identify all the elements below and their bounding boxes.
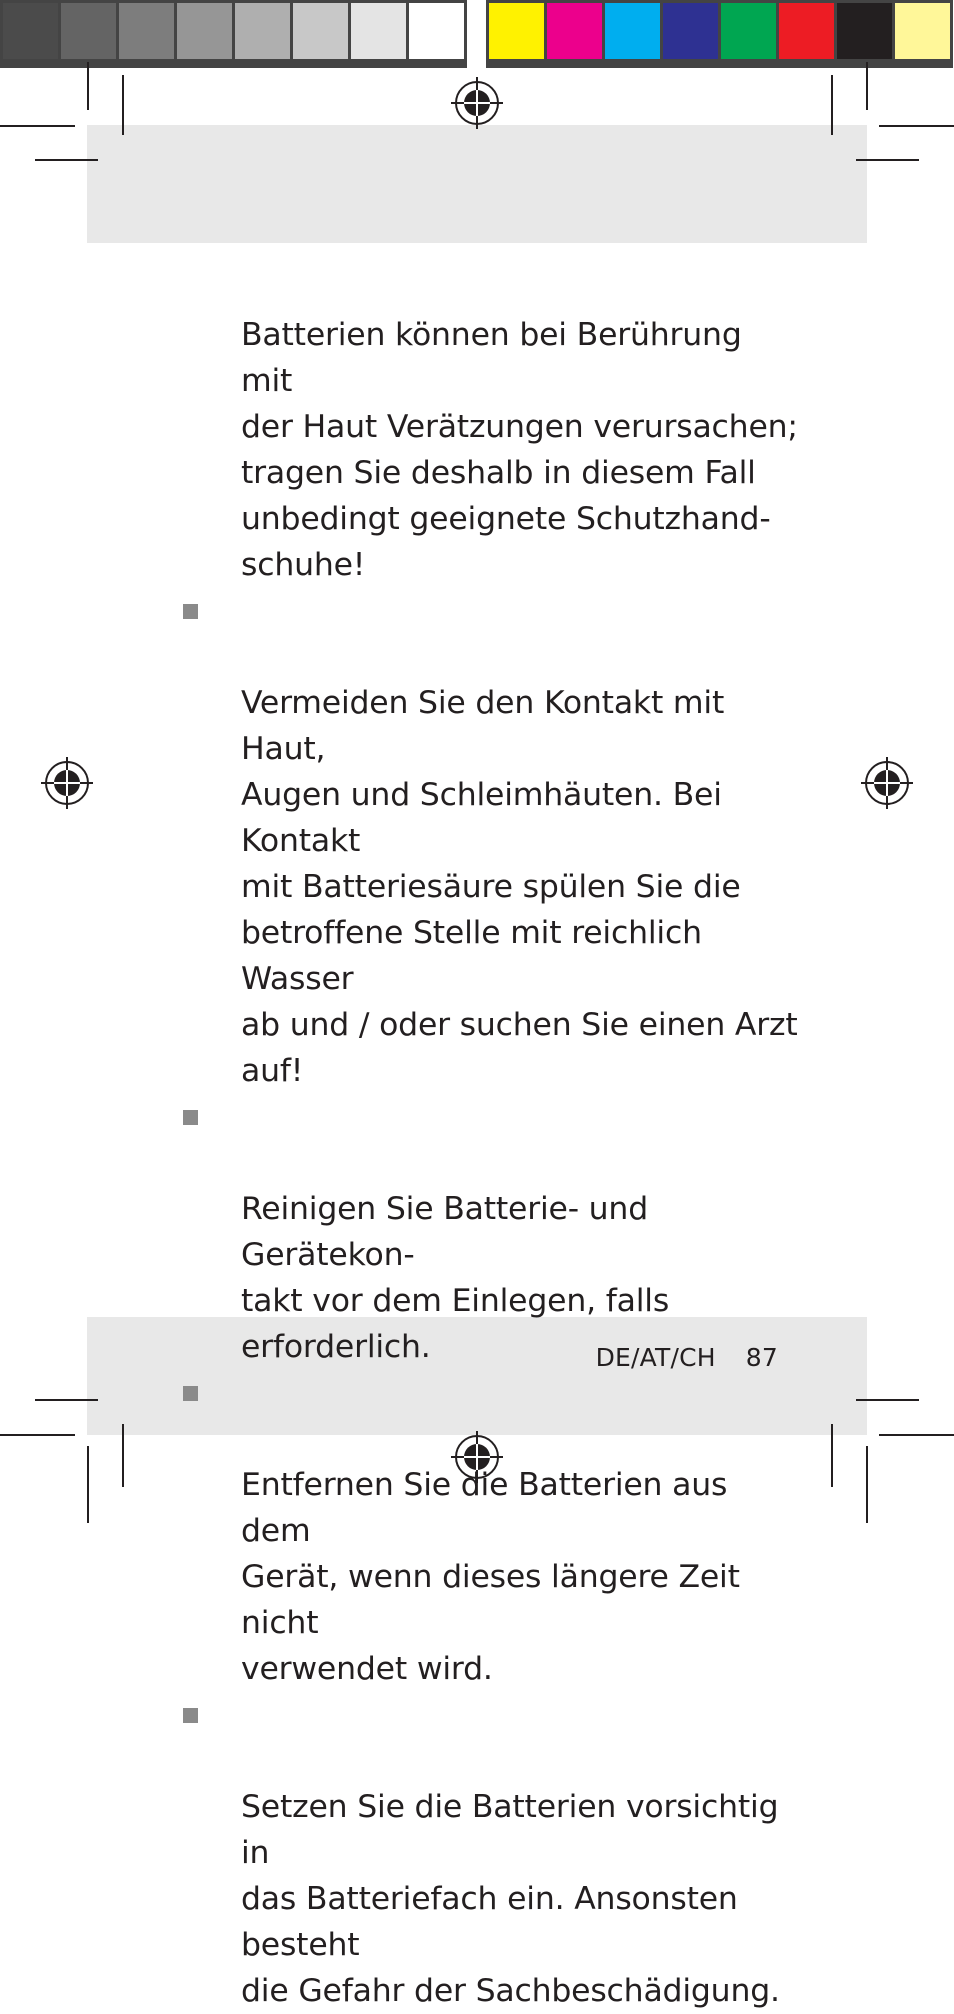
color-swatch-green — [721, 3, 776, 59]
registration-mark-icon — [41, 757, 93, 809]
crop-mark — [856, 159, 919, 161]
list-item — [180, 1370, 800, 1692]
list-item-text: Vermeiden Sie den Kontakt mit Haut, Augen und Schleimhäuten. Bei Kontakt mit Batteriesäure spülen Sie die betroffene Stelle mit reichlich Wasser ab und / oder suchen Sie einen Arzt auf! — [241, 685, 798, 1089]
grayscale-calibration-bar — [0, 0, 467, 68]
color-swatch-black — [837, 3, 892, 59]
page-number: 87 — [745, 1343, 778, 1372]
crop-mark — [122, 1424, 124, 1487]
crop-mark — [879, 125, 954, 127]
square-bullet-icon — [183, 1708, 198, 1723]
crop-mark — [831, 75, 833, 135]
crop-mark — [856, 1399, 919, 1401]
crop-mark — [866, 62, 868, 110]
list-item-text: Entfernen Sie die Batterien aus dem Gerät, wenn dieses längere Zeit nicht verwendet wird. — [241, 1467, 740, 1687]
crop-mark — [866, 1446, 868, 1523]
square-bullet-icon — [183, 1110, 198, 1125]
registration-mark-icon — [451, 77, 503, 129]
color-swatch-magenta — [547, 3, 602, 59]
list-item — [180, 1094, 800, 1370]
crop-mark — [0, 1434, 75, 1436]
color-swatch-light-yellow — [895, 3, 950, 59]
gray-swatch — [61, 3, 116, 59]
gray-swatch — [119, 3, 174, 59]
color-swatch-blue — [663, 3, 718, 59]
color-swatch-cyan — [605, 3, 660, 59]
gray-swatch — [351, 3, 406, 59]
crop-mark — [879, 1434, 954, 1436]
color-calibration-bar — [486, 0, 953, 68]
registration-mark-icon — [861, 757, 913, 809]
gray-swatch — [177, 3, 232, 59]
list-item-text: Reinigen Sie Batterie- und Gerätekon- takt vor dem Einlegen, falls erforderlich. — [241, 1191, 670, 1365]
gray-swatch — [3, 3, 58, 59]
color-swatch-red — [779, 3, 834, 59]
region-label: DE/AT/CH — [595, 1343, 716, 1372]
square-bullet-icon — [183, 604, 198, 619]
gray-swatch — [235, 3, 290, 59]
gray-swatch — [293, 3, 348, 59]
crop-mark — [0, 125, 75, 127]
color-swatch-yellow — [489, 3, 544, 59]
page-footer — [596, 1340, 778, 1376]
crop-mark — [87, 62, 89, 110]
list-item — [180, 1692, 800, 2014]
crop-mark — [35, 159, 98, 161]
crop-mark — [87, 1446, 89, 1523]
gray-swatch — [409, 3, 464, 59]
header-band — [87, 125, 867, 243]
list-item — [180, 588, 800, 1094]
crop-mark — [35, 1399, 98, 1401]
crop-mark — [122, 75, 124, 135]
page-body — [180, 312, 800, 2014]
intro-paragraph: Batterien können bei Berührung mit der Haut Verätzungen verursachen; tragen Sie deshalb in diesem Fall unbedingt geeignete Schutzhand- schuhe! — [241, 317, 798, 583]
list-item-text: Setzen Sie die Batterien vorsichtig in das Batteriefach ein. Ansonsten besteht die Gefahr der Sachbeschädigung. — [241, 1789, 780, 2009]
crop-mark — [831, 1424, 833, 1487]
square-bullet-icon — [183, 1386, 198, 1401]
